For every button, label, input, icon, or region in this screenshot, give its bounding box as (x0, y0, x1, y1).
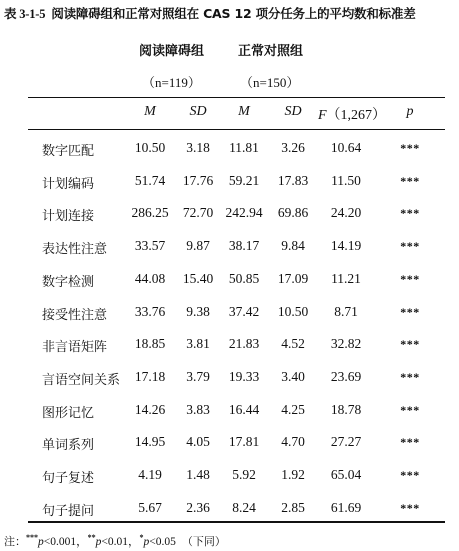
header-f-letter: F (317, 108, 327, 123)
cell-sd1: 1.48 (186, 467, 210, 482)
table-row (0, 205, 459, 229)
cell-m1: 33.76 (134, 303, 166, 319)
cell-f: 32.82 (330, 336, 362, 352)
cell-m1: 51.74 (134, 172, 166, 188)
header-sd2: SD (284, 104, 302, 119)
cell-sd2: 3.26 (281, 140, 305, 155)
group-n-dyslexia: （n=119） (142, 75, 201, 90)
cell-p: *** (400, 271, 420, 286)
cell-sd1: 15.40 (182, 270, 214, 286)
table-row (0, 140, 459, 164)
cell-m1: 17.18 (134, 368, 166, 384)
cell-p: *** (400, 141, 420, 155)
cell-m2: 19.33 (228, 368, 260, 384)
group-header-control: 正常对照组 (238, 44, 304, 59)
note-suffix: （下同） (181, 535, 226, 548)
cell-sd1: 4.05 (186, 434, 210, 450)
cell-m1: 44.08 (134, 270, 166, 286)
cell-p: *** (400, 468, 420, 482)
table-row (0, 238, 459, 262)
cell-sd2: 3.40 (281, 368, 305, 384)
table-row (0, 467, 459, 491)
cell-sd2: 9.84 (281, 238, 305, 254)
cell-m1: 4.19 (138, 467, 162, 482)
table-caption (4, 4, 456, 22)
cell-m2: 38.17 (228, 238, 260, 254)
cell-m2: 5.92 (232, 467, 256, 482)
cell-m1: 5.67 (138, 499, 162, 515)
table-note (4, 533, 226, 549)
column-header-rule (28, 129, 445, 130)
row-label: 言语空间关系 (42, 372, 121, 388)
table-row (0, 369, 459, 393)
note-prefix: 注： (4, 535, 26, 548)
note-p-1: p (38, 536, 44, 548)
cell-sd1: 3.79 (186, 368, 210, 384)
cell-sd1: 3.81 (186, 336, 210, 352)
cell-sd1: 9.38 (186, 303, 210, 319)
cell-f: 18.78 (330, 401, 362, 417)
note-stars-2: ** (87, 533, 96, 543)
cell-f: 14.19 (330, 238, 362, 254)
cell-m1: 286.25 (131, 205, 169, 221)
cell-f: 24.20 (330, 205, 362, 221)
cell-f: 8.71 (334, 303, 358, 319)
group-header-dyslexia: 阅读障碍组 (139, 44, 205, 59)
cell-sd2: 69.86 (277, 205, 309, 221)
header-m1: M (144, 104, 156, 119)
header-f-df: （1,267） (326, 108, 387, 123)
header-m2: M (238, 104, 250, 119)
cell-sd1: 3.18 (186, 140, 210, 155)
cell-m1: 18.85 (134, 336, 166, 352)
cell-p: *** (400, 435, 420, 450)
row-label: 接受性注意 (42, 307, 108, 323)
cell-m1: 33.57 (134, 238, 166, 254)
cell-p: *** (400, 337, 420, 352)
cell-m2: 37.42 (228, 303, 260, 319)
row-label: 数字检测 (42, 274, 95, 290)
header-sd1: SD (189, 104, 207, 119)
cell-m1: 14.26 (134, 401, 166, 417)
cell-m2: 8.24 (232, 499, 256, 515)
cell-p: *** (400, 304, 420, 319)
caption-number: 表 3-1-5 (4, 7, 46, 21)
row-label: 数字匹配 (42, 144, 95, 159)
cell-m2: 11.81 (229, 140, 259, 155)
header-p: p (406, 104, 414, 119)
cell-f: 27.27 (330, 434, 362, 450)
table-row (0, 304, 459, 328)
group-n-control: （n=150） (240, 75, 300, 90)
row-label: 句子提问 (42, 503, 95, 519)
cell-sd2: 4.25 (281, 401, 305, 417)
cell-m2: 17.81 (228, 434, 260, 450)
cell-f: 61.69 (330, 499, 362, 515)
table-row (0, 434, 459, 458)
row-label: 表达性注意 (42, 242, 108, 258)
row-label: 计划连接 (42, 209, 95, 225)
cell-sd1: 17.76 (182, 172, 214, 188)
row-label: 非言语矩阵 (42, 340, 108, 356)
note-value-2: <0.01， (101, 536, 140, 548)
cell-sd2: 2.85 (281, 499, 305, 515)
row-label: 计划编码 (42, 176, 95, 192)
note-p-2: p (95, 536, 102, 548)
cell-m2: 21.83 (228, 336, 260, 352)
row-label: 单词系列 (42, 438, 95, 454)
cell-m2: 50.85 (228, 270, 260, 286)
cell-sd2: 4.70 (281, 434, 305, 450)
cell-p: *** (400, 500, 420, 515)
table-row (0, 336, 459, 360)
note-stars-1: *** (26, 533, 38, 543)
header-rule (28, 97, 445, 98)
cell-m2: 242.94 (225, 205, 263, 221)
cell-p: *** (400, 206, 420, 221)
cell-m1: 14.95 (134, 434, 166, 450)
cell-sd2: 17.83 (277, 172, 309, 188)
cell-m2: 16.44 (228, 401, 260, 417)
cell-p: *** (400, 173, 420, 188)
note-value-3: <0.05 (149, 536, 176, 548)
cell-p: *** (400, 402, 420, 417)
cell-p: *** (400, 369, 420, 384)
cell-sd2: 1.92 (281, 467, 305, 482)
row-label: 句子复述 (42, 471, 95, 486)
cell-f: 11.50 (331, 172, 361, 188)
cell-sd1: 2.36 (186, 499, 210, 515)
cell-sd1: 9.87 (186, 238, 210, 254)
caption-text: 阅读障碍组和正常对照组在 CAS 12 项分任务上的平均数和标准差 (51, 6, 416, 21)
note-stars-3: * (139, 533, 144, 543)
cell-m1: 10.50 (134, 140, 166, 155)
cell-sd1: 3.83 (186, 401, 210, 417)
table-row (0, 402, 459, 426)
note-p-3: p (143, 536, 150, 548)
bottom-rule (28, 521, 445, 523)
row-label: 图形记忆 (42, 405, 95, 421)
cell-m2: 59.21 (228, 172, 260, 188)
cell-p: *** (400, 239, 420, 254)
note-value-1: <0.001， (43, 536, 88, 548)
table-row (0, 173, 459, 197)
cell-f: 23.69 (330, 368, 362, 384)
cell-sd2: 4.52 (281, 336, 305, 352)
cell-sd1: 72.70 (182, 205, 214, 221)
cell-f: 65.04 (330, 467, 362, 482)
cell-sd2: 17.09 (277, 270, 309, 286)
cell-sd2: 10.50 (277, 303, 309, 319)
cell-f: 10.64 (330, 140, 362, 155)
table-row (0, 271, 459, 295)
cell-f: 11.21 (331, 270, 361, 286)
